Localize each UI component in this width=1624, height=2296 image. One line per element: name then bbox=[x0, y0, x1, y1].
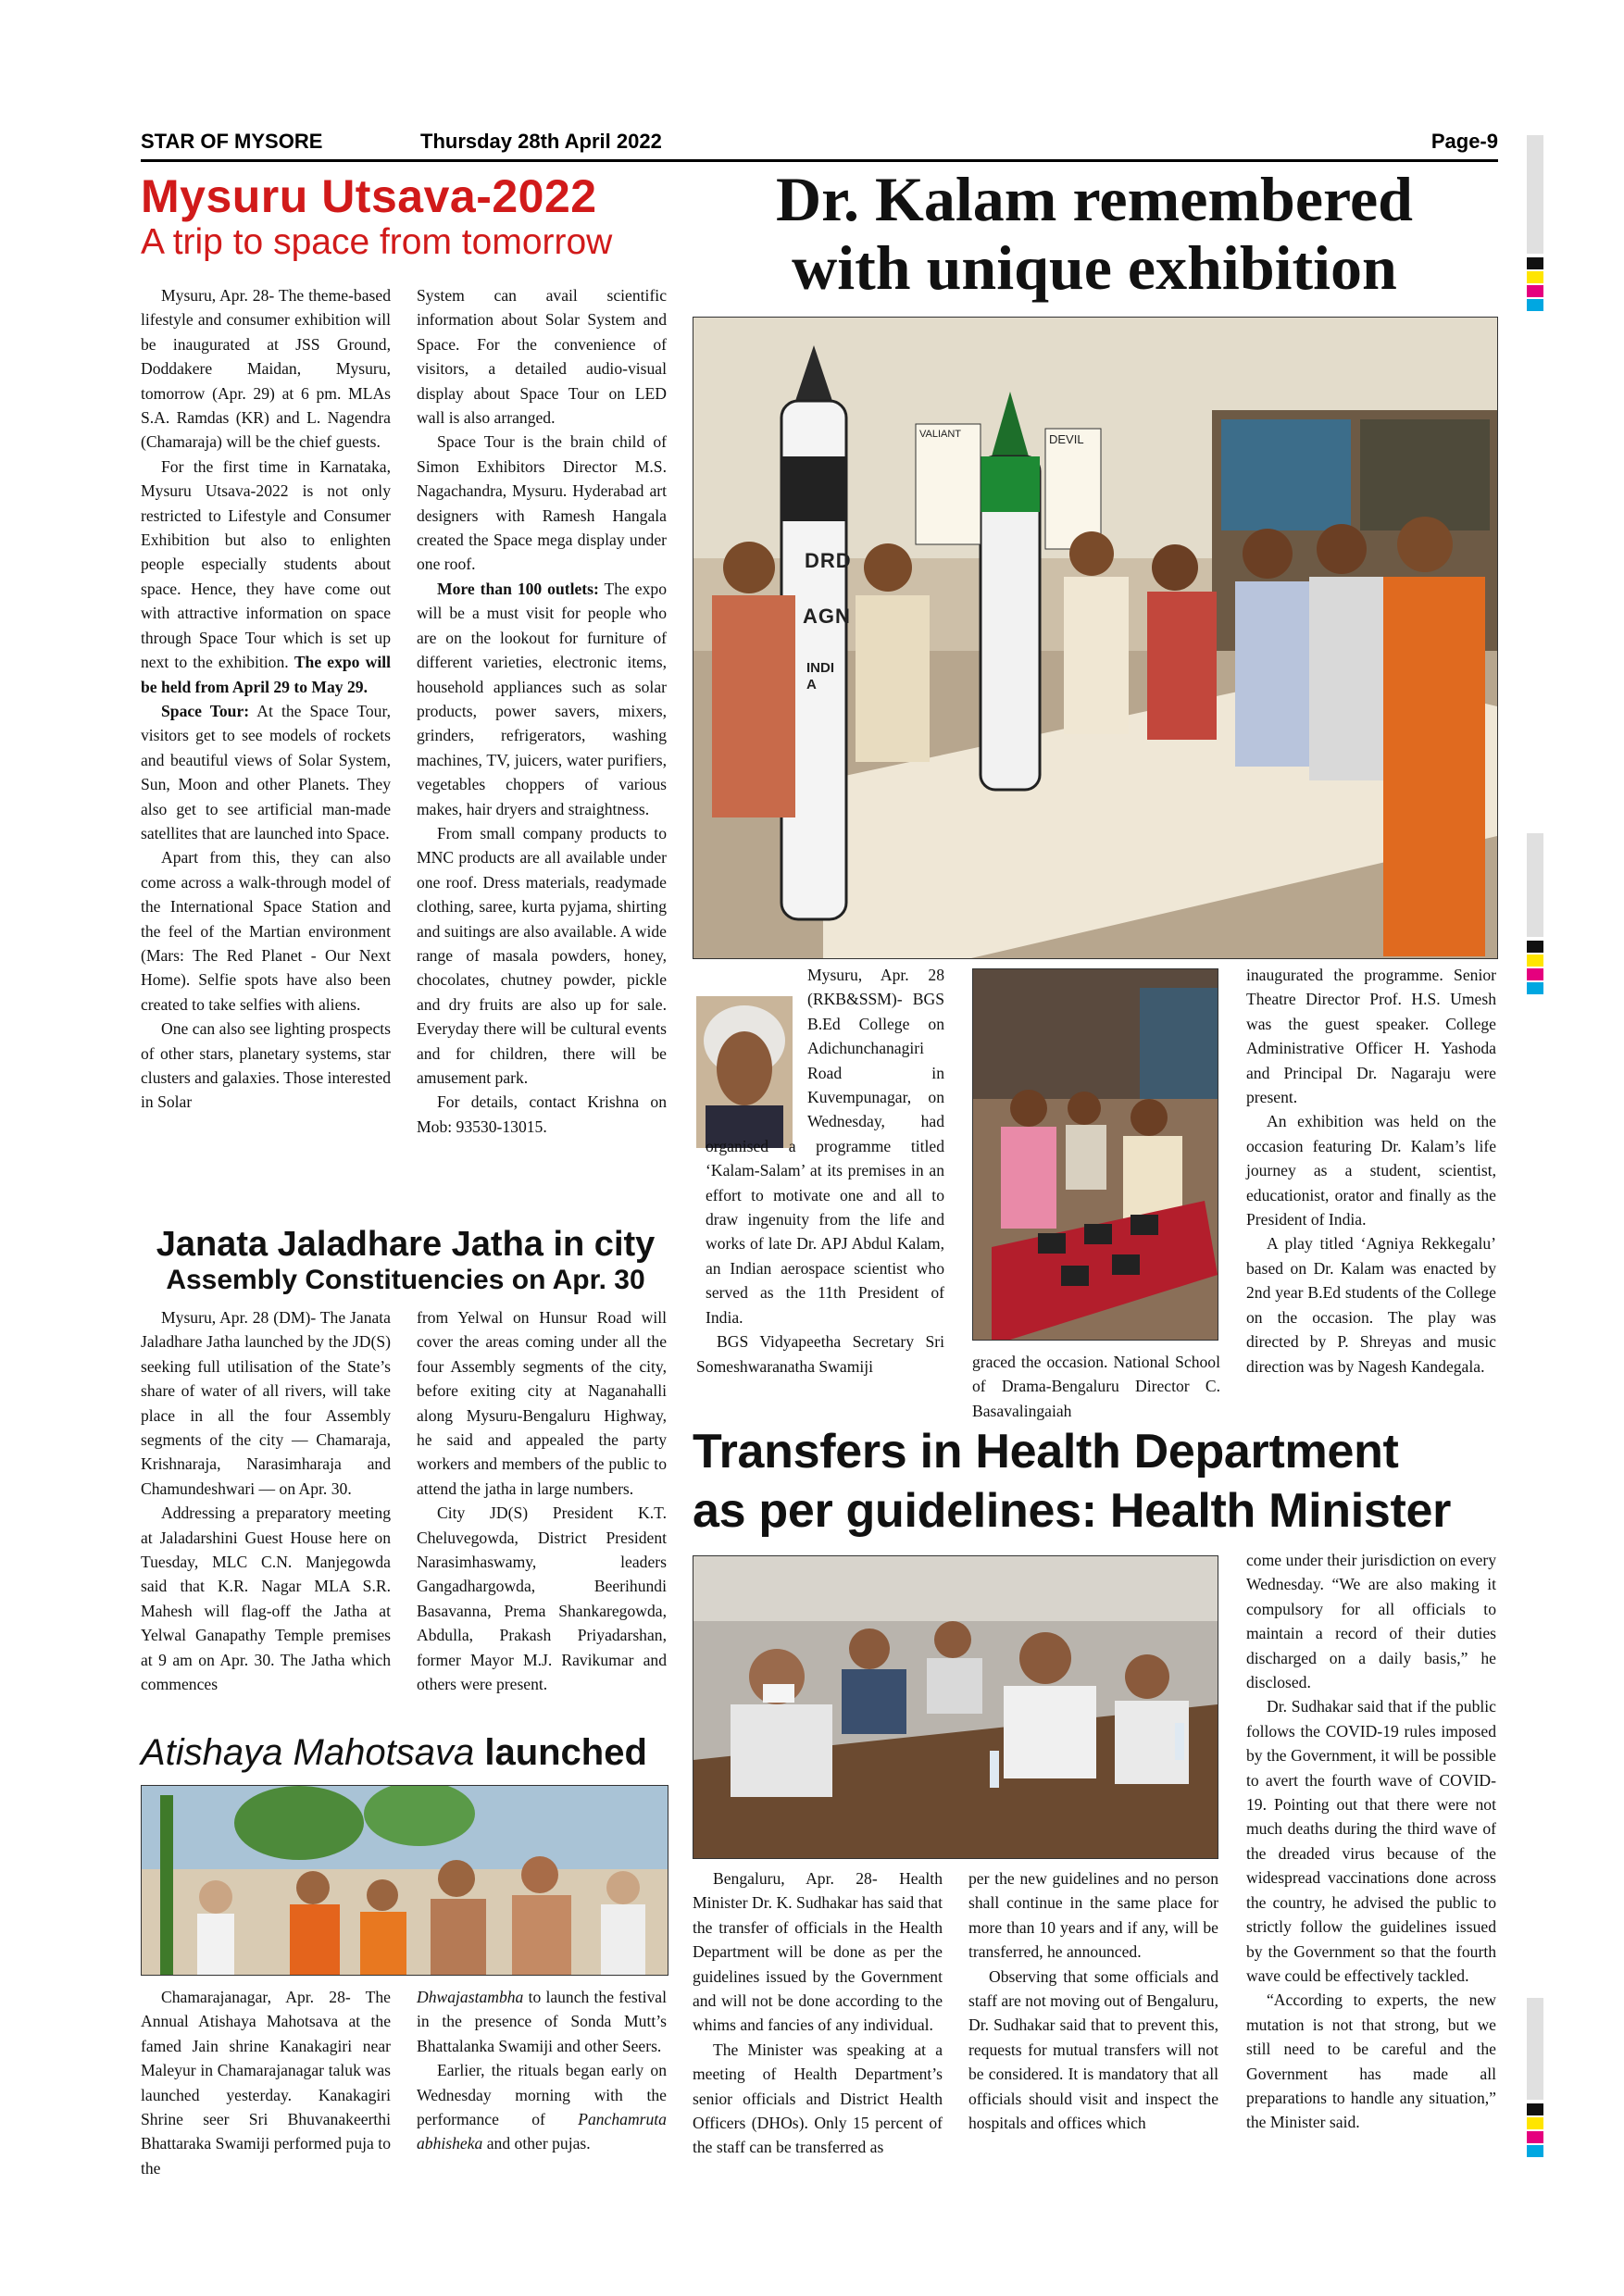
utsava-headline: Mysuru Utsava-2022 bbox=[141, 170, 597, 222]
poster-label: DEVIL bbox=[1049, 432, 1084, 446]
utsava-paragraph: For details, contact Krishna on Mob: 93530-13015. bbox=[417, 1092, 667, 1136]
kalam-headline: Dr. Kalam remembered with unique exhibition bbox=[775, 164, 1414, 303]
health-headline: Transfers in Health Department as per guidelines: Health Minister bbox=[693, 1425, 1452, 1538]
health-paragraph: “According to experts, the new mutation is not that strong, but we still need to be careful and the Government has made all preparations to handle any situation,” the Minister said. bbox=[1246, 1990, 1496, 2132]
rocket-label: INDIA bbox=[806, 660, 834, 693]
rocket-label: AGN bbox=[803, 605, 851, 628]
health-photo-illustration bbox=[693, 1556, 1218, 1858]
janata-column-2 bbox=[417, 1305, 667, 1697]
kalam-paragraph: A play titled ‘Agniya Rekkegalu’ based on Dr. Kalam was enacted by 2nd year B.Ed students of the College on the occasion. The play was directed by P. Shreyas and music direction was by Nagesh Kandegala. bbox=[1246, 1234, 1496, 1376]
registration-mark-magenta bbox=[1527, 2131, 1543, 2143]
portrait-spacer bbox=[706, 963, 807, 1133]
kalam-column-2 bbox=[972, 1350, 1220, 1423]
atishaya-paragraph: Dhwajastambha to launch the festival in the presence of Sonda Mutt’s Bhattalanka Swamiji and other Seers. bbox=[417, 1988, 667, 2055]
health-column-2 bbox=[968, 1866, 1218, 2135]
students-photo-illustration bbox=[973, 969, 1218, 1340]
health-column-3 bbox=[1246, 1548, 1496, 2135]
atishaya-paragraph: Chamarajanagar, Apr. 28- The Annual Atishaya Mahotsava at the famed Jain shrine Kanakagiri near Maleyur in Chamarajanagar taluk was launched yesterday. Kanakagiri Shrine seer Sri Bhuvanakeerthi Bhattaraka Swamiji performed puja to the bbox=[141, 1988, 391, 2177]
atishaya-headline: Atishaya Mahotsava launched bbox=[141, 1732, 647, 1773]
health-paragraph: Observing that some officials and staff are not moving out of Bengaluru, Dr. Sudhakar said that to prevent this, requests for mutual transfers will not be considered. It is mandatory that all officials should visit and inspect the hospitals and offices which bbox=[968, 1966, 1218, 2133]
utsava-paragraph: System can avail scientific information about Solar System and Space. For the convenience of visitors, a detailed audio-visual display about Space Tour on LED wall is also arranged. bbox=[417, 286, 667, 428]
utsava-column-1 bbox=[141, 283, 391, 1115]
kalam-paragraph: inaugurated the programme. Senior Theatre Director Prof. H.S. Umesh was the guest speaker. College Administrative Officer H. Yashoda and Principal Dr. Nagaraju were present. bbox=[1246, 966, 1496, 1107]
kalam-exhibition-photo bbox=[693, 317, 1498, 959]
utsava-paragraph: Space Tour: At the Space Tour, visitors get to see models of rockets and beautiful views of Solar System, Sun, Moon and other Planets. They also get to see artificial man-made satellites that are launched into Space. bbox=[141, 701, 391, 842]
health-paragraph: Dr. Sudhakar said that if the public follows the COVID-19 rules imposed by the Government, it will be possible to avert the fourth wave of COVID-19. Pointing out that there were not much deaths during the third wave of the dreaded virus because of the widespread vaccinations done across the country, he advised the public to strictly follow the guidelines issued by the Government so that the fourth wave could be effectively tackled. bbox=[1246, 1697, 1496, 1985]
kalam-paragraph: BGS Vidyapeetha Secretary Sri Someshwaranatha Swamiji bbox=[696, 1332, 944, 1376]
janata-paragraph: Addressing a preparatory meeting at Jaladarshini Guest House here on Tuesday, MLC C.N. Manjegowda said that K.R. Nagar MLA S.R. Mahesh will flag-off the Jatha at Yelwal Ganapathy Temple premises at 9 am on Apr. 30. The Jatha which commences bbox=[141, 1504, 391, 1694]
registration-mark-yellow bbox=[1527, 271, 1543, 283]
rocket-label: DRD bbox=[805, 549, 852, 572]
utsava-paragraph: One can also see lighting prospects of other stars, planetary systems, star clusters and galaxies. Those interested in Solar bbox=[141, 1019, 391, 1112]
health-paragraph: The Minister was speaking at a meeting of Health Department’s senior officials and District Health Officers (DHOs). Only 15 percent of the staff can be transferred as bbox=[693, 2040, 943, 2157]
registration-bar bbox=[1527, 135, 1543, 254]
health-paragraph: come under their jurisdiction on every Wednesday. “We are also making it compulsory for all officials to maintain a record of their duties discharged on a daily basis,” he disclosed. bbox=[1246, 1551, 1496, 1692]
kalam-column-1 bbox=[696, 963, 944, 1379]
utsava-paragraph: Space Tour is the brain child of Simon Exhibitors Director M.S. Nagachandra, Mysuru. Hyderabad art designers with Ramesh Hangala created the Space mega display under one roof. bbox=[417, 432, 667, 574]
janata-headline-block bbox=[141, 1224, 670, 1296]
atishaya-column-1 bbox=[141, 1985, 391, 2180]
registration-mark-black bbox=[1527, 2103, 1543, 2115]
kalam-column-3 bbox=[1246, 963, 1496, 1379]
utsava-paragraph: For the first time in Karnataka, Mysuru Utsava-2022 is not only restricted to Lifestyle and Consumer Exhibition but also to enlighten people especially students about space. Hence, they have come out with attractive information on space through Space Tour which is set up next to the exhibition. The expo will be held from April 29 to May 29. bbox=[141, 456, 391, 696]
utsava-paragraph: From small company products to MNC products are all available under one roof. Dress materials, readymade clothing, saree, kurta pyjama, shirting and suitings are also available. A wide range of masala powders, honey, chocolates, chutney powder, pickle and dry fruits are also up for sale. Everyday there will be cultural events and for children, there will be amusement park. bbox=[417, 823, 667, 1087]
registration-mark-black bbox=[1527, 257, 1543, 269]
registration-mark-magenta bbox=[1527, 285, 1543, 297]
janata-column-1 bbox=[141, 1305, 391, 1697]
health-column-1 bbox=[693, 1866, 943, 2160]
issue-date: Thursday 28th April 2022 bbox=[420, 130, 662, 153]
header-rule bbox=[141, 159, 1498, 162]
atishaya-photo-illustration bbox=[142, 1786, 668, 1975]
utsava-paragraph: Mysuru, Apr. 28- The theme-based lifestyle and consumer exhibition will be inaugurated at JSS Ground, Doddakere Maidan, Mysuru, tomorrow (Apr. 29) at 6 pm. MLAs S.A. Ramdas (KR) and L. Nagendra (Chamaraja) will be the chief guests. bbox=[141, 286, 391, 452]
registration-mark-yellow bbox=[1527, 2117, 1543, 2129]
utsava-paragraph: Apart from this, they can also come across a walk-through model of the International Space Station and the feel of the Martian environment (Mars: The Red Planet - Our Next Home). Selfie spots have also been created to take selfies with aliens. bbox=[141, 848, 391, 1014]
health-meeting-photo bbox=[693, 1555, 1218, 1859]
kalam-paragraph: Mysuru, Apr. 28 (RKB&SSM)- BGS B.Ed College on Adichunchanagiri Road in Kuvempunagar, on Wednesday, had organised a programme titled ‘Kalam-Salam’ at its premises in an effort to motivate one and all to draw ingenuity from the life and works of late Dr. APJ Abdul Kalam, an Indian aerospace scientist who served as the 11th President of India. bbox=[696, 963, 944, 1329]
janata-paragraph: from Yelwal on Hunsur Road will cover the areas coming under all the four Assembly segments of the city, before exiting city at Naganahalli along Mysuru-Bengaluru Highway, he said and appealed the party workers and members of the public to attend the jatha in large numbers. bbox=[417, 1308, 667, 1498]
atishaya-photo bbox=[141, 1785, 668, 1976]
registration-mark-black bbox=[1527, 941, 1543, 953]
kalam-photo-illustration bbox=[693, 318, 1497, 958]
health-paragraph: Bengaluru, Apr. 28- Health Minister Dr. K. Sudhakar has said that the transfer of officials in the Health Department will be done as per the guidelines issued by the Government and will not be done according to the whims and fancies of any individual. bbox=[693, 1869, 943, 2035]
utsava-subhead: A trip to space from tomorrow bbox=[141, 222, 613, 262]
atishaya-column-2 bbox=[417, 1985, 667, 2156]
paper-name: STAR OF MYSORE bbox=[141, 130, 323, 153]
registration-mark-yellow bbox=[1527, 955, 1543, 967]
janata-paragraph: Mysuru, Apr. 28 (DM)- The Janata Jaladhare Jatha launched by the JD(S) seeking full utilisation of the State’s share of water of all rivers, will take place in all the four Assembly segments of the city — Chamaraja, Krishnaraja, Narasimharaja and Chamundeshwari — on Apr. 30. bbox=[141, 1308, 391, 1498]
page-header bbox=[141, 124, 1498, 163]
registration-mark-magenta bbox=[1527, 968, 1543, 980]
utsava-headline-block bbox=[141, 170, 673, 263]
poster-label: VALIANT bbox=[919, 429, 962, 440]
registration-mark-cyan bbox=[1527, 2145, 1543, 2157]
janata-subhead: Assembly Constituencies on Apr. 30 bbox=[166, 1265, 645, 1295]
janata-headline: Janata Jaladhare Jatha in city bbox=[156, 1225, 656, 1264]
janata-paragraph: City JD(S) President K.T. Cheluvegowda, District President Narasimhaswamy, leaders Gangadhargowda, Beerihundi Basavanna, Prema Shankaregowda, Abdulla, Prakash Priyadarshan, former Mayor M.J. Ravikumar and others were present. bbox=[417, 1504, 667, 1694]
utsava-column-2 bbox=[417, 283, 667, 1139]
kalam-paragraph: graced the occasion. National School of Drama-Bengaluru Director C. Basavalingaiah bbox=[972, 1353, 1220, 1420]
registration-mark-cyan bbox=[1527, 299, 1543, 311]
utsava-paragraph: More than 100 outlets: The expo will be a must visit for people who are on the lookout for furniture of different varieties, electronic items, household appliances such as solar products, power savers, mixers, grinders, refrigerators, washing machines, TV, juicers, water purifiers, vegetables choppers of various makes, hair dryers and straightness. bbox=[417, 579, 667, 818]
registration-bar bbox=[1527, 833, 1543, 937]
atishaya-paragraph: Earlier, the rituals began early on Wednesday morning with the performance of Panchamruta abhisheka and other pujas. bbox=[417, 2061, 667, 2153]
page-number: Page-9 bbox=[1430, 130, 1498, 153]
health-paragraph: per the new guidelines and no person shall continue in the same place for more than 10 years and if any, will be transferred, he announced. bbox=[968, 1869, 1218, 1962]
registration-bar bbox=[1527, 1998, 1543, 2100]
kalam-paragraph: An exhibition was held on the occasion featuring Dr. Kalam’s life journey as a student, scientist, educationist, orator and finally as the President of India. bbox=[1246, 1112, 1496, 1229]
registration-mark-cyan bbox=[1527, 982, 1543, 994]
kalam-students-photo bbox=[972, 968, 1218, 1341]
